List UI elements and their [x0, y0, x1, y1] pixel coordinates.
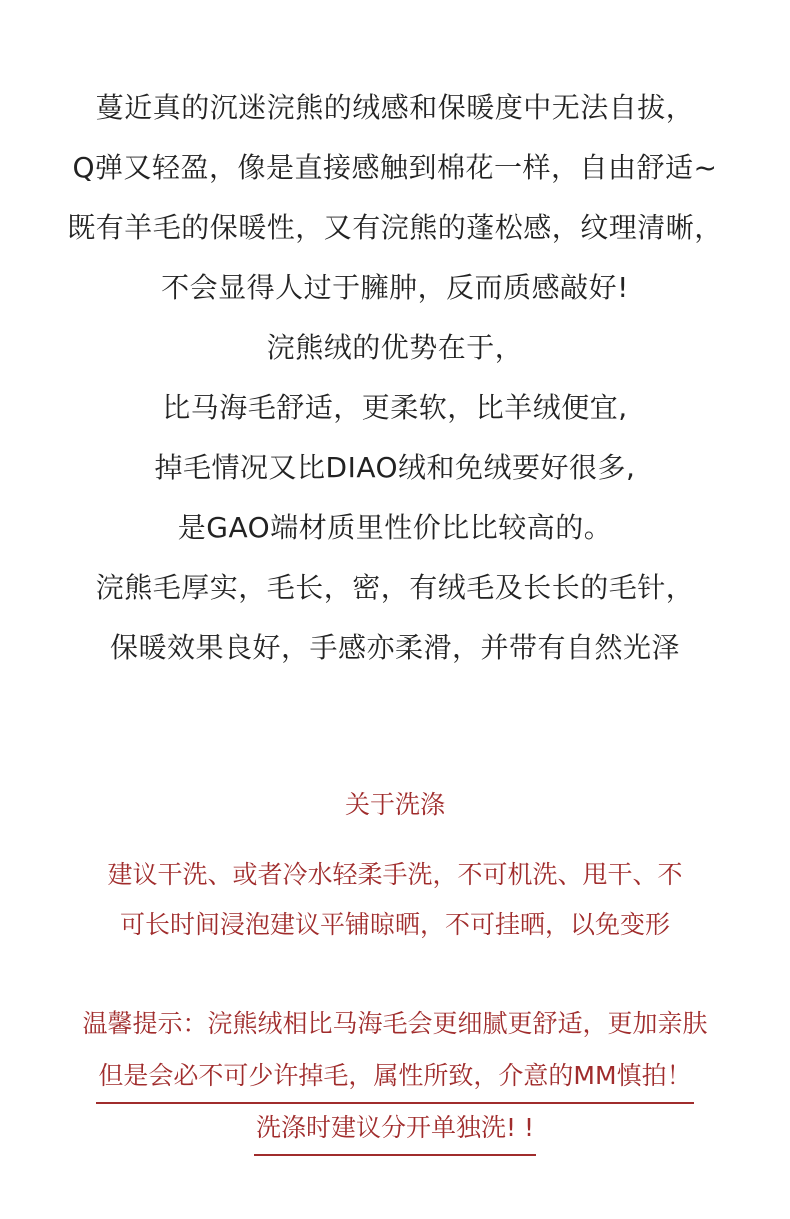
- intro-line: 掉毛情况又比DIAO绒和免绒要好很多,: [154, 451, 636, 484]
- tips-section: [0, 1000, 790, 1156]
- tip-text: 洗涤时建议分开单独洗! !: [254, 1104, 536, 1156]
- tip-line-underlined: [0, 1104, 790, 1156]
- intro-line: 比马海毛舒适，更柔软，比羊绒便宜,: [162, 391, 628, 424]
- intro-line: 浣熊绒的优势在于，: [266, 331, 524, 364]
- tip-text: 但是会必不可少许掉毛，属性所致，介意的MM慎拍！: [96, 1052, 693, 1104]
- care-section-title: 关于洗涤: [344, 790, 445, 819]
- intro-line: 既有羊毛的保暖性，又有浣熊的蓬松感，纹理清晰，: [67, 211, 723, 244]
- intro-line: 浣熊毛厚实，毛长，密，有绒毛及长长的毛针，: [95, 571, 695, 604]
- tip-line-underlined: [0, 1052, 790, 1104]
- tip-text: 温馨提示：浣熊绒相比马海毛会更细腻更舒适，更加亲肤: [82, 1009, 708, 1038]
- tip-line: [0, 1000, 790, 1052]
- intro-line: 是GAO端材质里性价比比较高的。: [177, 511, 613, 544]
- care-instructions: [0, 850, 790, 950]
- intro-line: 蔓近真的沉迷浣熊的绒感和保暖度中无法自拔，: [95, 91, 695, 124]
- intro-line: Q弹又轻盈，像是直接感触到棉花一样，自由舒适~: [72, 151, 718, 184]
- intro-line: 不会显得人过于臃肿，反而质感敲好!: [161, 271, 629, 304]
- care-line: 可长时间浸泡建议平铺晾晒，不可挂晒，以免变形: [119, 910, 670, 939]
- intro-paragraph: [0, 78, 790, 678]
- care-line: 建议干洗、或者冷水轻柔手洗，不可机洗、甩干、不: [107, 860, 683, 889]
- intro-line: 保暖效果良好，手感亦柔滑，并带有自然光泽: [109, 631, 680, 664]
